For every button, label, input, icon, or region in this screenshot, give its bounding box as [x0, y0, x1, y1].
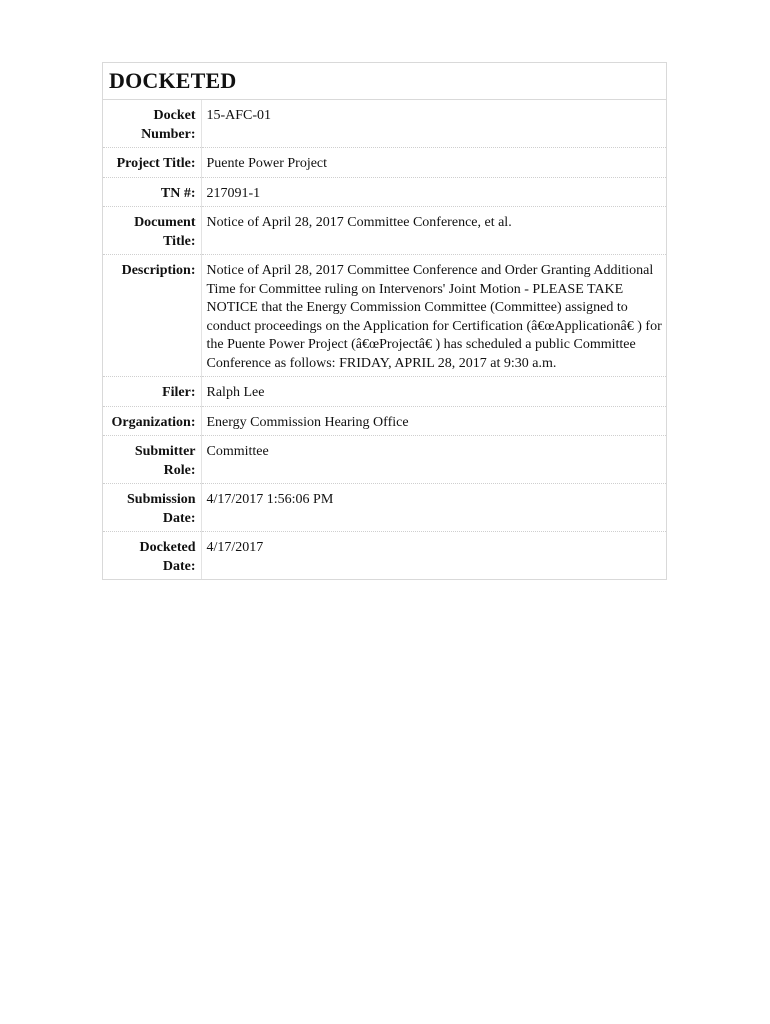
- row-document-title: [103, 207, 666, 255]
- organization-value: Energy Commission Hearing Office: [201, 406, 666, 436]
- description-label: Description:: [103, 255, 201, 377]
- filer-value: Ralph Lee: [201, 377, 666, 407]
- document-title-value: Notice of April 28, 2017 Committee Conference, et al.: [201, 207, 666, 255]
- row-docketed-date: [103, 532, 666, 580]
- docket-number-value: 15-AFC-01: [206, 108, 272, 123]
- row-docket-number: [103, 100, 666, 148]
- row-organization: [103, 406, 666, 436]
- tn-label: TN #:: [103, 177, 201, 207]
- docketed-date-value: 4/17/2017: [201, 532, 666, 580]
- row-description: [103, 255, 666, 377]
- row-submission-date: [103, 484, 666, 532]
- docketed-heading: DOCKETED: [103, 63, 666, 100]
- filer-label: Filer:: [103, 377, 201, 407]
- docketed-date-label: Docketed Date:: [103, 532, 201, 580]
- project-title-label: Project Title:: [103, 148, 201, 178]
- submitter-role-label: Submitter Role:: [103, 436, 201, 484]
- document-title-label: Document Title:: [103, 207, 201, 255]
- organization-label: Organization:: [103, 406, 201, 436]
- submission-date-label: Submission Date:: [103, 484, 201, 532]
- row-project-title: [103, 148, 666, 178]
- row-filer: [103, 377, 666, 407]
- project-title-value: Puente Power Project: [201, 148, 666, 178]
- description-value: Notice of April 28, 2017 Committee Conference and Order Granting Additional Time for Committee ruling on Intervenors' Joint Motion - PLEASE TAKE NOTICE that the Energy Commission Committee (Committee) assigned to conduct proceedings on the Application for Certification (â€œApplicationâ€ ) for the Puente Power Project (â€œProjectâ€ ) has scheduled a public Committee Conference as follows: FRIDAY, APRIL 28, 2017 at 9:30 a.m.: [201, 255, 666, 377]
- tn-value: 217091-1: [201, 177, 666, 207]
- row-submitter-role: [103, 436, 666, 484]
- docket-number-label: Docket Number:: [103, 100, 201, 148]
- row-tn: [103, 177, 666, 207]
- docket-record: [102, 62, 667, 580]
- submitter-role-value: Committee: [201, 436, 666, 484]
- submission-date-value: 4/17/2017 1:56:06 PM: [201, 484, 666, 532]
- docket-metadata-table: [103, 100, 666, 579]
